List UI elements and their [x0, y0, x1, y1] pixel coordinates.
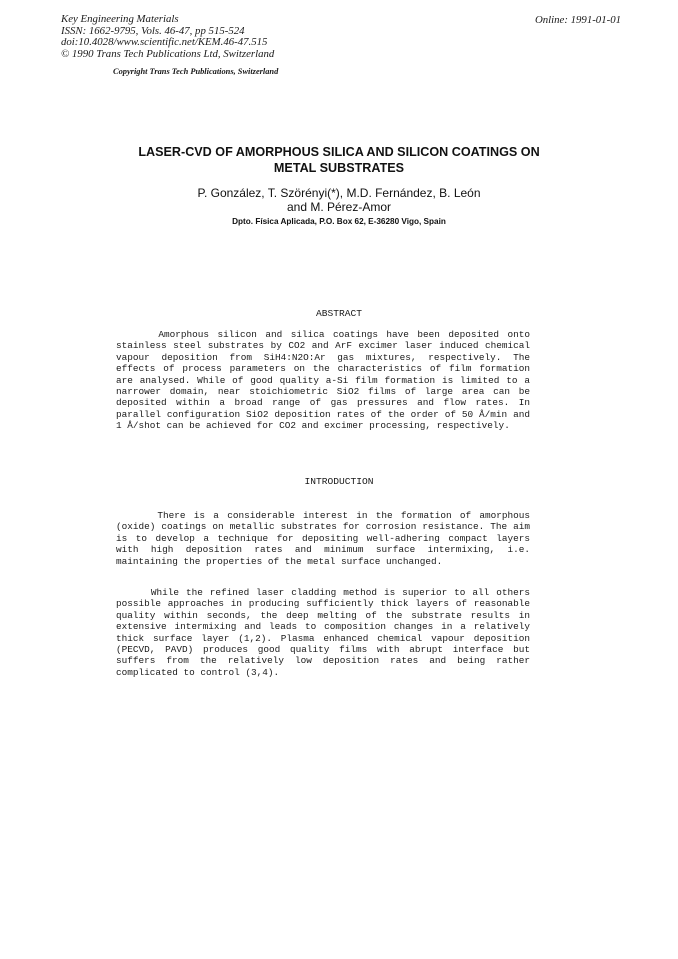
abstract-heading: ABSTRACT: [315, 308, 363, 319]
intro-text-1: There is a considerable interest in the formation of amorphous (oxide) coatings on metallic substrates for corrosion resistance. The aim is to develop a technique for depositing well-adhering compact layers with high deposition rates and minimum surface intermixing, i.e. maintaining the properties of the metal surface unchanged.: [116, 510, 536, 567]
doi-line: doi:10.4028/www.scientific.net/KEM.46-47.515: [61, 36, 268, 49]
title-line-2: METAL SUBSTRATES: [273, 161, 405, 175]
copyright-notice: Copyright Trans Tech Publications, Switzerland: [113, 67, 279, 76]
author-list: [100, 186, 578, 214]
intro-paragraph-2: [116, 587, 536, 678]
intro-paragraph-1: [116, 510, 536, 567]
abstract-body: [116, 329, 536, 432]
abstract-text: Amorphous silicon and silica coatings have been deposited onto stainless steel substrates by CO2 and ArF excimer laser induced chemical vapour deposition from SiH4:N2O:Ar gas mixtures, respectively. The effects of process parameters on the characteristics of film formation are analysed. While of good quality a-Si film formation is limited to a narrower domain, near stoichiometric SiO2 films of large area can be deposited within a broad range of gas pressures and flow rates. In parallel configuration SiO2 deposition rates of the order of 50 Å/min and 1 Å/shot can be achieved for CO2 and excimer processing, respectively.: [116, 329, 536, 432]
online-date: Online: 1991-01-01: [534, 14, 621, 26]
authors-line-2: and M. Pérez-Amor: [286, 200, 392, 214]
authors-line-1: P. González, T. Szörényi(*), M.D. Fernández, B. León: [197, 186, 481, 200]
affiliation: Dpto. Física Aplicada, P.O. Box 62, E-36280 Vigo, Spain: [232, 217, 446, 226]
title-line-1: LASER-CVD OF AMORPHOUS SILICA AND SILICON COATINGS ON: [138, 145, 540, 159]
journal-name: Key Engineering Materials: [61, 13, 179, 25]
introduction-heading: INTRODUCTION: [304, 476, 374, 487]
issn-line: ISSN: 1662-9795, Vols. 46-47, pp 515-524: [61, 24, 245, 37]
publisher-line: © 1990 Trans Tech Publications Ltd, Switzerland: [61, 47, 275, 60]
publication-meta: [61, 14, 621, 60]
paper-title: [100, 144, 578, 176]
intro-text-2: While the refined laser cladding method is superior to all others possible approaches in producing sufficiently thick layers of reasonable quality within seconds, the deep melting of the substrate results in extensive intermixing and leads to composition changes in a relatively thick surface layer (1,2). Plasma enhanced chemical vapour deposition (PECVD, PAVD) produces good quality films with abrupt interface but suffers from the relatively low deposition rates and being rather complicated to control (3,4).: [116, 587, 536, 678]
